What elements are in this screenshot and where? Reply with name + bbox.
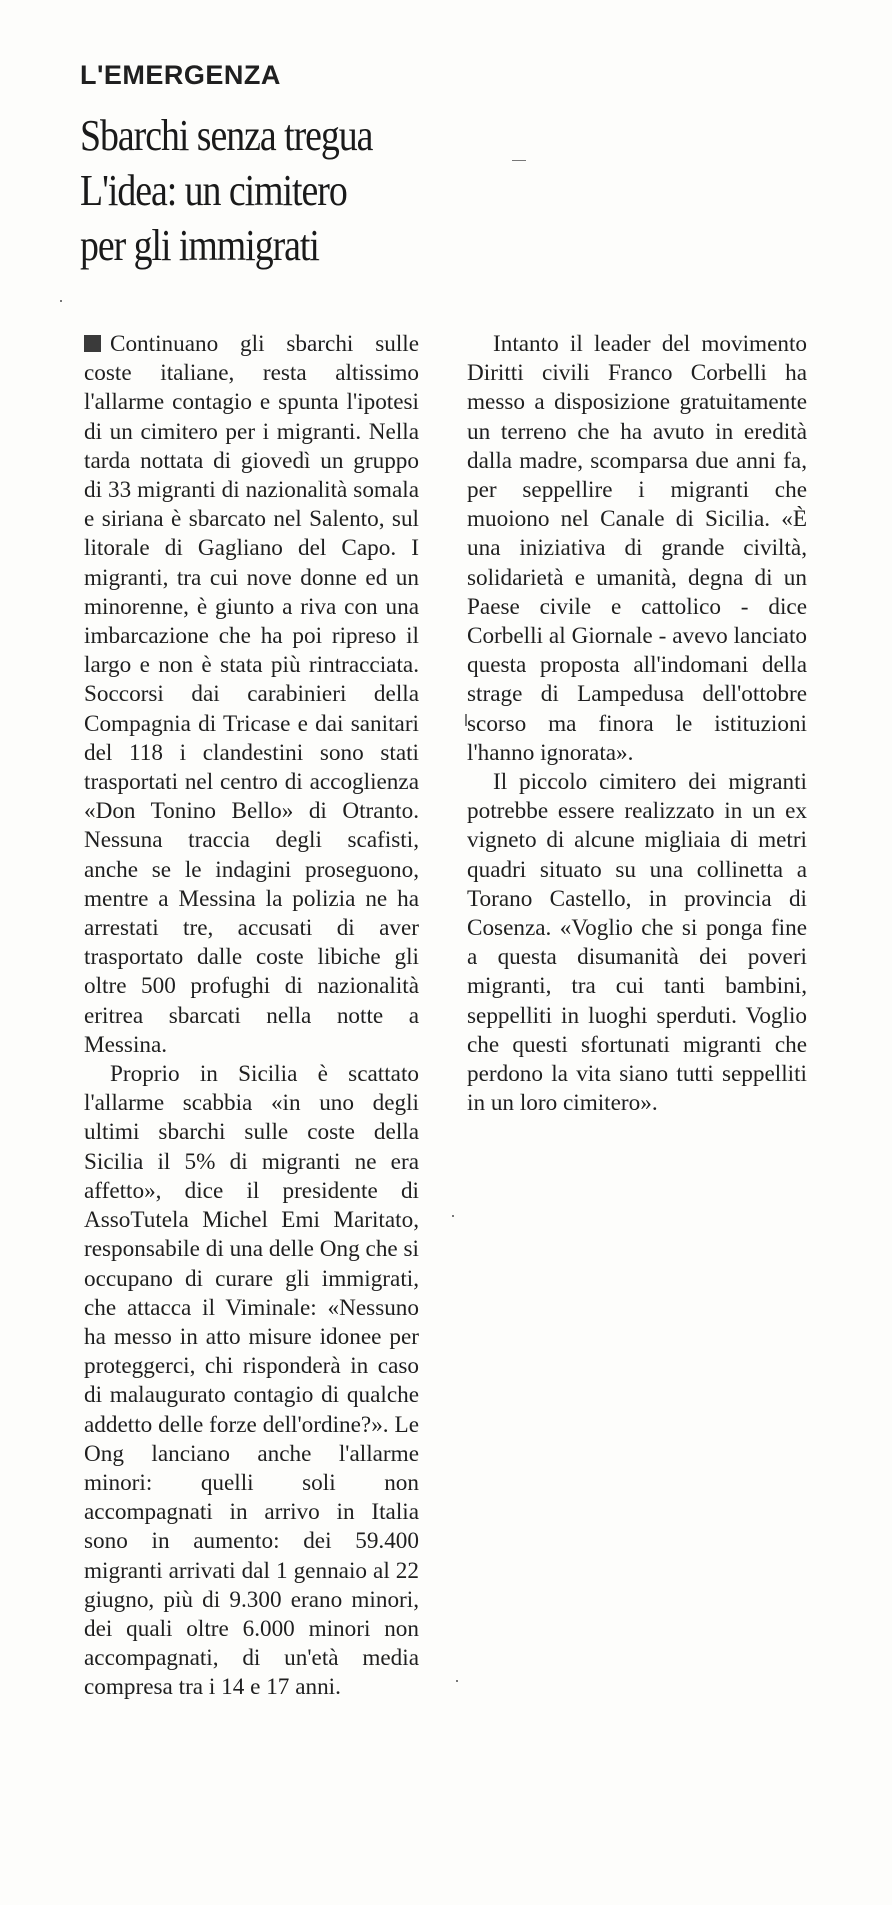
body-paragraph: Intanto il leader del movimento Diritti civili Franco Corbelli ha messo a disposizione gratuitamente un terreno che ha avuto in eredità dalla madre, scomparsa due anni fa, per seppellire i migranti che muoiono nel Canale di Sicilia. «È una iniziativa di grande civiltà, solidarietà e umanità, degna di un Paese civile e cattolico - dice Corbelli al Giornale - avevo lanciato questa proposta all'indomani della strage di Lampedusa dell'ottobre scorso ma finora le istituzioni l'hanno ignorata». — [467, 331, 807, 766]
square-bullet-icon — [84, 335, 101, 352]
headline-line-1: Sbarchi senza tregua — [80, 111, 373, 160]
headline-line-3: per gli immigrati — [80, 221, 319, 270]
scan-speck — [465, 714, 467, 726]
article-column-left — [84, 330, 419, 1703]
scan-speck — [512, 160, 526, 161]
scan-speck — [452, 1215, 454, 1217]
headline — [80, 108, 440, 273]
body-paragraph — [84, 330, 419, 1060]
body-paragraph: Il piccolo cimitero dei migranti potrebbe essere realizzato in un ex vigneto di alcune migliaia di metri quadri situato su una collinetta a Torano Castello, in provincia di Cosenza. «Voglio che si ponga fine a questa disumanità dei poveri migranti, tra cui tanti bambini, seppelliti in luoghi sperduti. Voglio che questi sfortunati migranti che perdono la vita siano tutti seppelliti in un loro cimitero». — [467, 769, 807, 1117]
headline-line-2: L'idea: un cimitero — [80, 166, 347, 215]
scan-speck — [456, 1680, 458, 1682]
article-column-right — [467, 330, 807, 1118]
body-paragraph-text: Continuano gli sbarchi sulle coste italiane, resta altissimo l'allarme contagio e spunta l'ipotesi di un cimitero per i migranti. Nella tarda nottata di giovedì un gruppo di 33 migranti di nazionalità somala e siriana è sbarcato nel Salento, sul litorale di Gagliano del Capo. I migranti, tra cui nove donne ed un minorenne, è giunto a riva con una imbarcazione che ha poi ripreso il largo e non è stata più rintracciata. Soccorsi dai carabinieri della Compagnia di Tricase e dai sanitari del 118 i clandestini sono stati trasportati nel centro di accoglienza «Don Tonino Bello» di Otranto. Nessuna traccia degli scafisti, anche se le indagini proseguono, mentre a Messina la polizia ne ha arrestati tre, accusati di aver trasportato dalle coste libiche gli oltre 500 profughi di nazionalità eritrea sbarcati nella notte a Messina. — [84, 331, 419, 1058]
scan-speck — [60, 300, 62, 302]
body-paragraph: Proprio in Sicilia è scattato l'allarme scabbia «in uno degli ultimi sbarchi sulle coste della Sicilia il 5% di migranti ne era affetto», dice il presidente di AssoTutela Michel Emi Maritato, responsabile di una delle Ong che si occupano di curare gli immigrati, che attacca il Viminale: «Nessuno ha messo in atto misure idonee per proteggerci, chi risponderà in caso di malaugurato contagio di qualche addetto delle forze dell'ordine?». Le Ong lanciano anche l'allarme minori: quelli soli non accompagnati in arrivo in Italia sono in aumento: dei 59.400 migranti arrivati dal 1 gennaio al 22 giugno, più di 9.300 erano minori, dei quali oltre 6.000 minori non accompagnati, di un'età media compresa tra i 14 e 17 anni. — [84, 1061, 419, 1701]
section-kicker: L'EMERGENZA — [80, 60, 281, 90]
